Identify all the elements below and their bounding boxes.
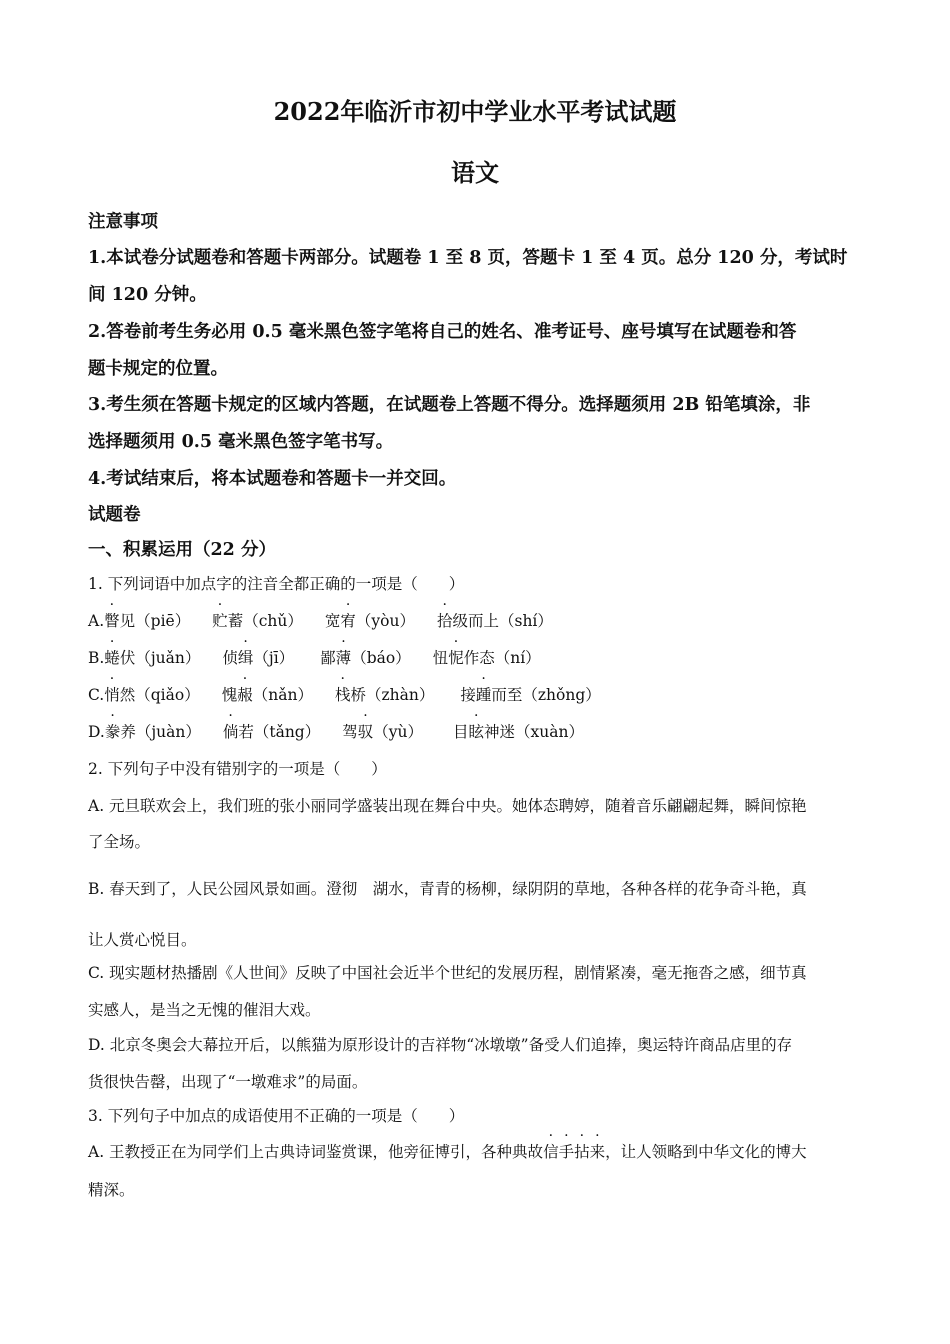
- question-2-line: 让人赏心悦目。: [88, 931, 197, 949]
- option-text: 蓄（chǔ）: [227, 612, 303, 630]
- option-text: 然（qiǎo）: [119, 686, 200, 704]
- question-2-line: D. 北京冬奥会大幕拉开后，以熊猫为原形设计的吉祥物“冰墩墩”备受人们追捧，奥运特许商品店里的存: [88, 1036, 793, 1054]
- question-1-option-b: [88, 646, 868, 668]
- option-text: 驾: [342, 723, 358, 741]
- option-letter: B.: [88, 649, 105, 667]
- dotted-char: 栈: [334, 686, 351, 704]
- option-text: 接: [460, 686, 476, 704]
- dotted-char: 来: [589, 1143, 606, 1161]
- option-letter: C.: [88, 686, 105, 704]
- section-label: 试题卷: [88, 505, 141, 525]
- question-2-line: C. 现实题材热播剧《人世间》反映了中国社会近半个世纪的发展历程，剧情紧凑，毫无拖沓之感，细节真: [88, 964, 807, 982]
- dotted-char: 拈: [574, 1143, 590, 1161]
- option-text: 侦: [222, 649, 238, 667]
- notice-line: 4.考试结束后，将本试题卷和答题卡一并交回。: [88, 469, 457, 489]
- option-text: 而至（zhǒng）: [491, 686, 601, 704]
- question-1-option-a: [88, 609, 868, 631]
- dotted-char: 赧: [237, 686, 253, 704]
- option-text: 宽: [324, 612, 341, 630]
- notice-line: 2.答卷前考生务必用 0.5 毫米黑色签字笔将自己的姓名、准考证号、座号填写在试题卷和答: [88, 322, 797, 342]
- option-text: 养（juàn）: [120, 723, 201, 741]
- exam-title: 2022年临沂市初中学业水平考试试题: [273, 97, 677, 126]
- dotted-char: 豢: [104, 723, 121, 741]
- notice-heading: 注意事项: [88, 212, 158, 232]
- question-1-option-c: [88, 683, 868, 705]
- option-text: 级而上（shí）: [452, 612, 553, 630]
- option-text: 鄙: [320, 649, 336, 667]
- notice-line: 1.本试卷分试题卷和答题卡两部分。试题卷 1 至 8 页，答题卡 1 至 4 页。总分 120 分，考试时: [88, 248, 848, 268]
- dotted-char: 踵: [475, 686, 492, 704]
- question-2-stem: 2. 下列句子中没有错别字的一项是（ ）: [88, 760, 387, 778]
- question-2-line: 实感人，是当之无愧的催泪大戏。: [88, 1001, 321, 1019]
- question-3-option-a: [88, 1140, 868, 1162]
- dotted-char: 薄: [335, 649, 352, 667]
- option-text: 愧: [221, 686, 238, 704]
- option-text: （báo）: [351, 649, 411, 667]
- option-text: （jī）: [253, 649, 295, 667]
- dotted-char: 宥: [340, 612, 356, 630]
- dotted-char: 怩: [448, 649, 464, 667]
- option-text: A. 王教授正在为同学们上古典诗词鉴赏课，他旁征博引，各种典故: [88, 1143, 544, 1161]
- dotted-char: 手: [558, 1143, 575, 1161]
- question-3-stem: 3. 下列句子中加点的成语使用不正确的一项是（ ）: [88, 1107, 465, 1125]
- dotted-char: 缉: [237, 649, 254, 667]
- option-text: ，让人领略到中华文化的博大: [605, 1143, 807, 1161]
- question-3-line: 精深。: [88, 1181, 135, 1199]
- question-2-line: B. 春天到了，人民公园风景如画。澄彻 湖水，青青的杨柳，绿阴阴的草地，各种各样的花争奇斗艳，真: [88, 880, 807, 898]
- subject-title: 语文: [451, 158, 499, 187]
- option-text: （yòu）: [355, 612, 415, 630]
- option-text: 神迷（xuàn）: [484, 723, 584, 741]
- option-text: 忸: [432, 649, 449, 667]
- option-letter: A.: [88, 612, 105, 630]
- notice-line: 间 120 分钟。: [88, 285, 207, 305]
- dotted-char: 贮: [212, 612, 228, 630]
- dotted-char: 拾: [436, 612, 453, 630]
- option-text: 作态（ní）: [463, 649, 541, 667]
- option-letter: D.: [88, 723, 105, 741]
- notice-line: 题卡规定的位置。: [88, 359, 228, 379]
- option-text: 目: [453, 723, 469, 741]
- dotted-char: 眩: [468, 723, 485, 741]
- dotted-char: 瞥: [104, 612, 120, 630]
- option-text: 桥（zhàn）: [350, 686, 435, 704]
- question-2-line: A. 元旦联欢会上，我们班的张小丽同学盛装出现在舞台中央。她体态聘婷，随着音乐翩翩起舞，瞬间惊艳: [88, 797, 807, 815]
- dotted-char: 倘: [222, 723, 239, 741]
- dotted-char: 信: [543, 1143, 559, 1161]
- notice-line: 3.考生须在答题卡规定的区域内答题，在试题卷上答题不得分。选择题须用 2B 铅笔填涂，非: [88, 395, 811, 415]
- option-text: （nǎn）: [252, 686, 313, 704]
- dotted-char: 悄: [104, 686, 120, 704]
- notice-line: 选择题须用 0.5 毫米黑色签字笔书写。: [88, 432, 394, 452]
- dotted-char: 驭: [357, 723, 374, 741]
- question-2-line: 货很快告罄，出现了“一墩难求”的局面。: [88, 1073, 368, 1091]
- question-1-stem: 1. 下列词语中加点字的注音全都正确的一项是（ ）: [88, 575, 465, 593]
- dotted-char: 蜷: [104, 649, 120, 667]
- question-1-option-d: [88, 720, 868, 742]
- part-heading: 一、积累运用（22 分）: [88, 540, 276, 560]
- option-text: 若（tǎng）: [238, 723, 321, 741]
- question-2-line: 了全场。: [88, 833, 151, 851]
- option-text: 伏（juǎn）: [119, 649, 201, 667]
- option-text: （yù）: [373, 723, 424, 741]
- option-text: 见（piē）: [119, 612, 191, 630]
